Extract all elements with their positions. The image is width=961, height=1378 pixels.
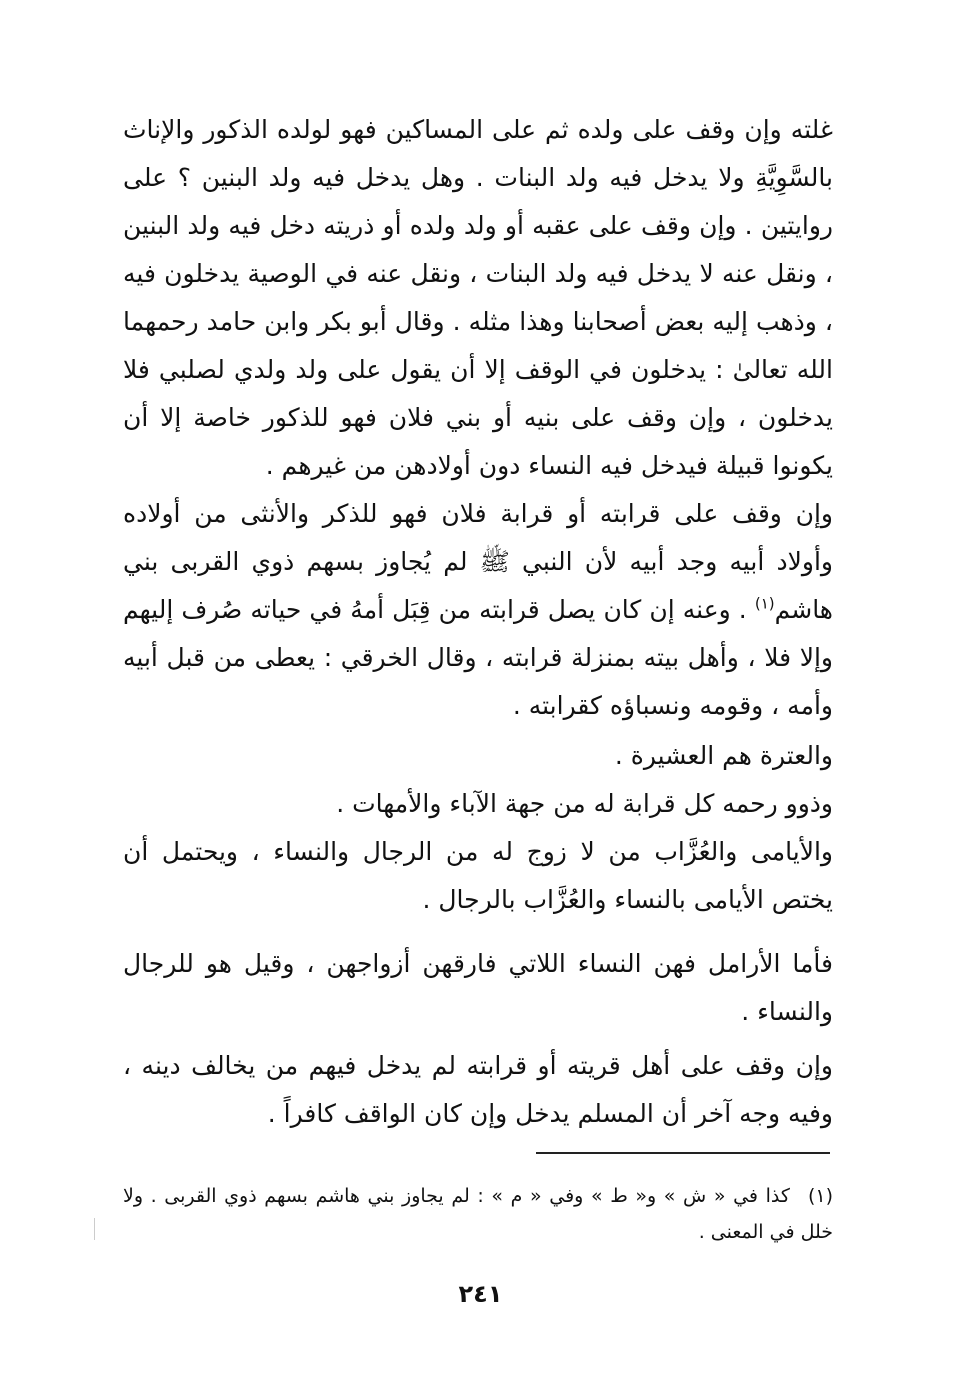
paragraph-6 bbox=[123, 940, 833, 1036]
paragraph-5 bbox=[123, 828, 833, 924]
footnote-text: كذا في « ش » و« ط » وفي « م » : لم يجاوز بني هاشم بسهم ذوي القربى . ولا خلل في المعنى . bbox=[123, 1185, 833, 1243]
paragraph-3 bbox=[123, 732, 833, 780]
footnote-divider bbox=[536, 1152, 830, 1154]
paragraph-2-text-start: وإن وقف على قرابته أو قرابة فلان فهو للذكر والأنثى من أولاده وأولاد أبيه وجد أبيه لأن النبي ﷺ لم يُجاوز بسهم ذوي القربى بني هاشم bbox=[123, 499, 833, 624]
footnote bbox=[123, 1178, 833, 1250]
scan-artifact-line bbox=[94, 1218, 95, 1240]
footnote-reference[interactable]: (١) bbox=[754, 594, 775, 613]
paragraph-3-text: والعترة هم العشيرة . bbox=[614, 741, 833, 770]
paragraph-6-text: فأما الأرامل فهن النساء اللاتي فارقهن أزواجهن ، وقيل هو للرجال والنساء . bbox=[123, 949, 833, 1026]
paragraph-2-text-end: . وعنه إن كان يصل قرابته من قِبَل أمهُ في حياته صُرف إليهم وإلا فلا ، وأهل بيته بمنزلة قرابته ، وقال الخرقي : يعطى من قبل أبيه وأمه ، وقومه ونسباؤه كقرابته . bbox=[123, 595, 833, 720]
paragraph-4 bbox=[123, 780, 833, 828]
page-number: ٢٤١ bbox=[458, 1280, 503, 1308]
paragraph-7-text: وإن وقف على أهل قريته أو قرابته لم يدخل فيهم من يخالف دينه ، وفيه وجه آخر أن المسلم يدخل وإن كان الواقف كافراً . bbox=[123, 1051, 833, 1128]
footnote-number: (١) bbox=[807, 1185, 833, 1207]
paragraph-4-text: وذوو رحمه كل قرابة له من جهة الآباء والأمهات . bbox=[336, 789, 833, 818]
paragraph-5-text: والأيامى والعُزَّاب من لا زوج له من الرجال والنساء ، ويحتمل أن يختص الأيامى بالنساء والعُزَّاب بالرجال . bbox=[123, 837, 833, 914]
paragraph-1 bbox=[123, 106, 833, 490]
paragraph-7 bbox=[123, 1042, 833, 1138]
paragraph-1-text: غلته وإن وقف على ولده ثم على المساكين فهو لولده الذكور والإناث بالسَّوِيَّةِ ولا يدخل فيه ولد البنات . وهل يدخل فيه ولد البنين ؟ على روايتين . وإن وقف على عقبه أو ولد ولده أو ذريته دخل فيه ولد البنين ، ونقل عنه لا يدخل فيه ولد البنات ، ونقل عنه في الوصية يدخلون فيه ، وذهب إليه بعض أصحابنا وهذا مثله . وقال أبو بكر وابن حامد رحمهما الله تعالىٰ : يدخلون في الوقف إلا أن يقول على ولد ولدي لصلبي فلا يدخلون ، وإن وقف على بنيه أو بني فلان فهو للذكور خاصة إلا أن يكونوا قبيلة فيدخل فيه النساء دون أولادهن من غيرهم . bbox=[123, 115, 833, 480]
paragraph-2 bbox=[123, 490, 833, 730]
